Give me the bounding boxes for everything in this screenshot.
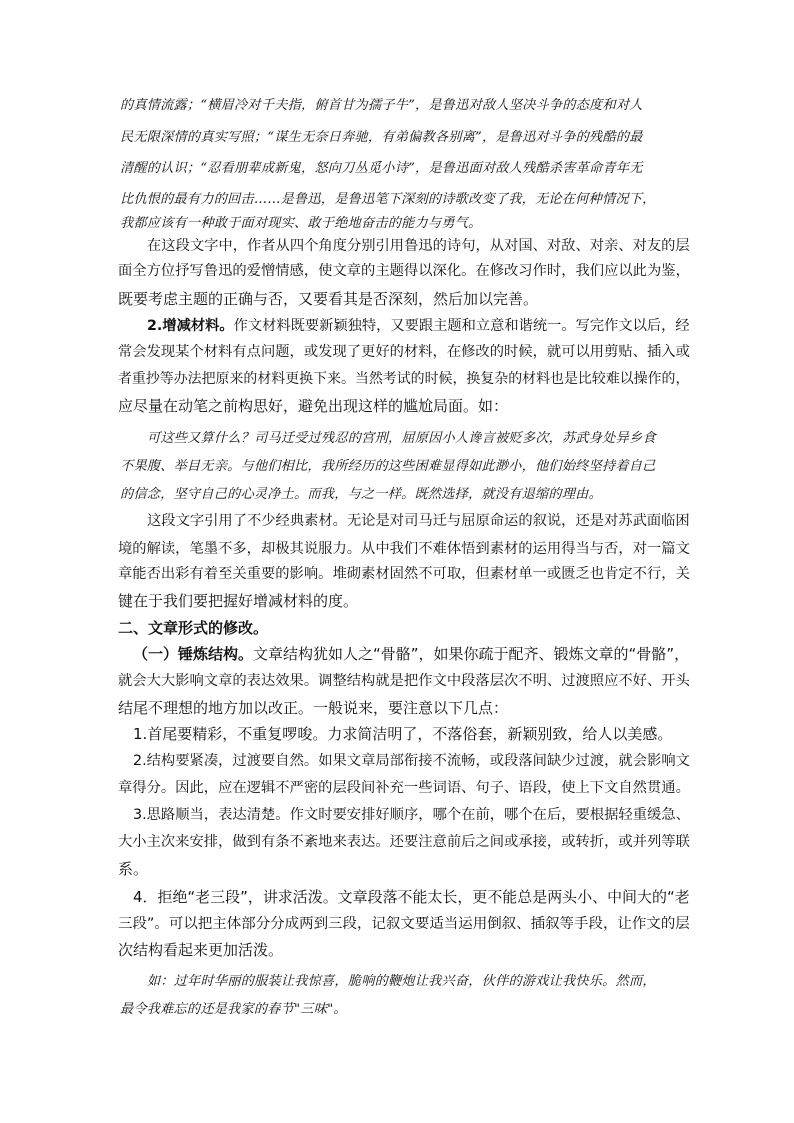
section2-text: 作文材料既要新颖独特，又要跟主题和立意和谐统一。写完作文以后，经: [233, 318, 690, 334]
section2-line: 常会发现某个材料有点问题，或发现了更好的材料，在修改的时候，就可以用剪贴、插入或: [118, 344, 690, 360]
point4-line: 次结构看起来更加活泼。: [118, 941, 284, 959]
section2-line: 者重抄等办法把原来的材料更换下来。当然考试的时候，换复杂的材料也是比较难以操作的，: [118, 371, 690, 387]
point4-line: 三段”。可以把主体部分分成两到三段，记叙文要适当运用倒叙、插叙等手段，让作文的层: [118, 916, 690, 932]
point2-line: 章得分。因此，应在逻辑不严密的层段间补充一些词语、句子、语段，使上下文自然贯通。: [118, 780, 690, 796]
structure-title: （一）锤炼结构。: [133, 645, 254, 663]
section2-title: 2.增减材料。: [147, 318, 234, 334]
quote1-line: 民无限深情的真实写照；“谋生无奈日奔驰，有弟偏教各别离”，是鲁迅对斗争的残酷的最: [120, 130, 643, 145]
para1-line: 面全方位抒写鲁迅的爱憎情感，使文章的主题得以深化。在修改习作时，我们应以此为鉴，: [118, 263, 690, 279]
para2-line: 章能否出彩有着至关重要的影响。堆砌素材固然不可取，但素材单一或匮乏也肯定不行，关: [118, 566, 690, 582]
example-line: 最令我难忘的还是我家的春节"三味"。: [120, 1002, 347, 1017]
point2-line: 2.结构要紧凑，过渡要自然。如果文章局部衔接不流畅，或段落间缺少过渡，就会影响文: [133, 753, 690, 769]
structure-line: 结尾不理想的地方加以改正。一般说来，要注意以下几点：: [118, 699, 509, 717]
quote2-line: 可这些又算什么？司马迁受过残忍的宫刑，屈原因小人谗言被贬多次，苏武身处异乡食: [147, 431, 656, 446]
section2-first-line: [147, 315, 690, 335]
quote2-line: 的信念，坚守自己的心灵净土。而我，与之一样。既然选择，就没有退缩的理由。: [120, 487, 602, 502]
structure-first-line: [133, 643, 689, 664]
point3-line: 大小主次来安排，做到有条不紊地来表达。还要注意前后之间或承接，或转折，或并列等联: [118, 834, 690, 850]
section-heading: 二、文章形式的修改。: [118, 619, 269, 637]
para1-line: 既要考虑主题的正确与否，又要看其是否深刻，然后加以完善。: [118, 290, 539, 308]
quote2-line: 不果腹、举目无亲。与他们相比，我所经历的这些困难显得如此渺小，他们始终坚持着自己: [120, 459, 656, 474]
point4-line: 4．拒绝“老三段”，讲求活泼。文章段落不能太长，更不能总是两头小、中间大的“老: [133, 888, 690, 906]
section2-line: 应尽量在动笔之前构思好，避免出现这样的尴尬局面。如：: [118, 397, 509, 415]
para2-line: 境的解读，笔墨不多，却极其说服力。从中我们不难体悟到素材的运用得当与否，对一篇文: [118, 541, 690, 557]
para2-line: 键在于我们要把握好增减材料的度。: [118, 592, 359, 610]
point1-line: 1.首尾要精彩，不重复啰唆。力求简洁明了，不落俗套，新颖别致，给人以美感。: [133, 725, 673, 743]
quote1-line: 清醒的认识；“忍看朋辈成新鬼，怒向刀丛觅小诗”，是鲁迅面对敌人残酷杀害革命青年无: [120, 161, 643, 176]
quote1-line: 的真情流露；“横眉冷对千夫指，俯首甘为孺子牛”，是鲁迅对敌人坚决斗争的态度和对人: [120, 98, 643, 113]
para2-line: 这段文字引用了不少经典素材。无论是对司马迁与屈原命运的叙说，还是对苏武面临困: [147, 513, 690, 529]
structure-line: 就会大大影响文章的表达效果。调整结构就是把作文中段落层次不明、过渡照应不好、开头: [118, 673, 690, 689]
point3-line: 系。: [118, 860, 149, 878]
structure-text: 文章结构犹如人之“骨骼”，如果你疏于配齐、锻炼文章的“骨骼”，: [253, 645, 690, 663]
point3-line: 3.思路顺当，表达清楚。作文时要安排好顺序，哪个在前，哪个在后，要根据轻重缓急、: [133, 807, 690, 823]
para1-line: 在这段文字中，作者从四个角度分别引用鲁迅的诗句，从对国、对敌、对亲、对友的层: [147, 238, 690, 254]
example-line: 如：过年时华丽的服装让我惊喜，脆响的鞭炮让我兴奋，伙伴的游戏让我快乐。然而，: [147, 974, 656, 989]
quote1-line: 比仇恨的最有力的回击……是鲁迅，是鲁迅笔下深刻的诗歌改变了我，无论在何种情况下，: [120, 192, 656, 207]
quote1-line: 我都应该有一种敢于面对现实、敢于绝地奋击的能力与勇气。: [120, 216, 482, 231]
